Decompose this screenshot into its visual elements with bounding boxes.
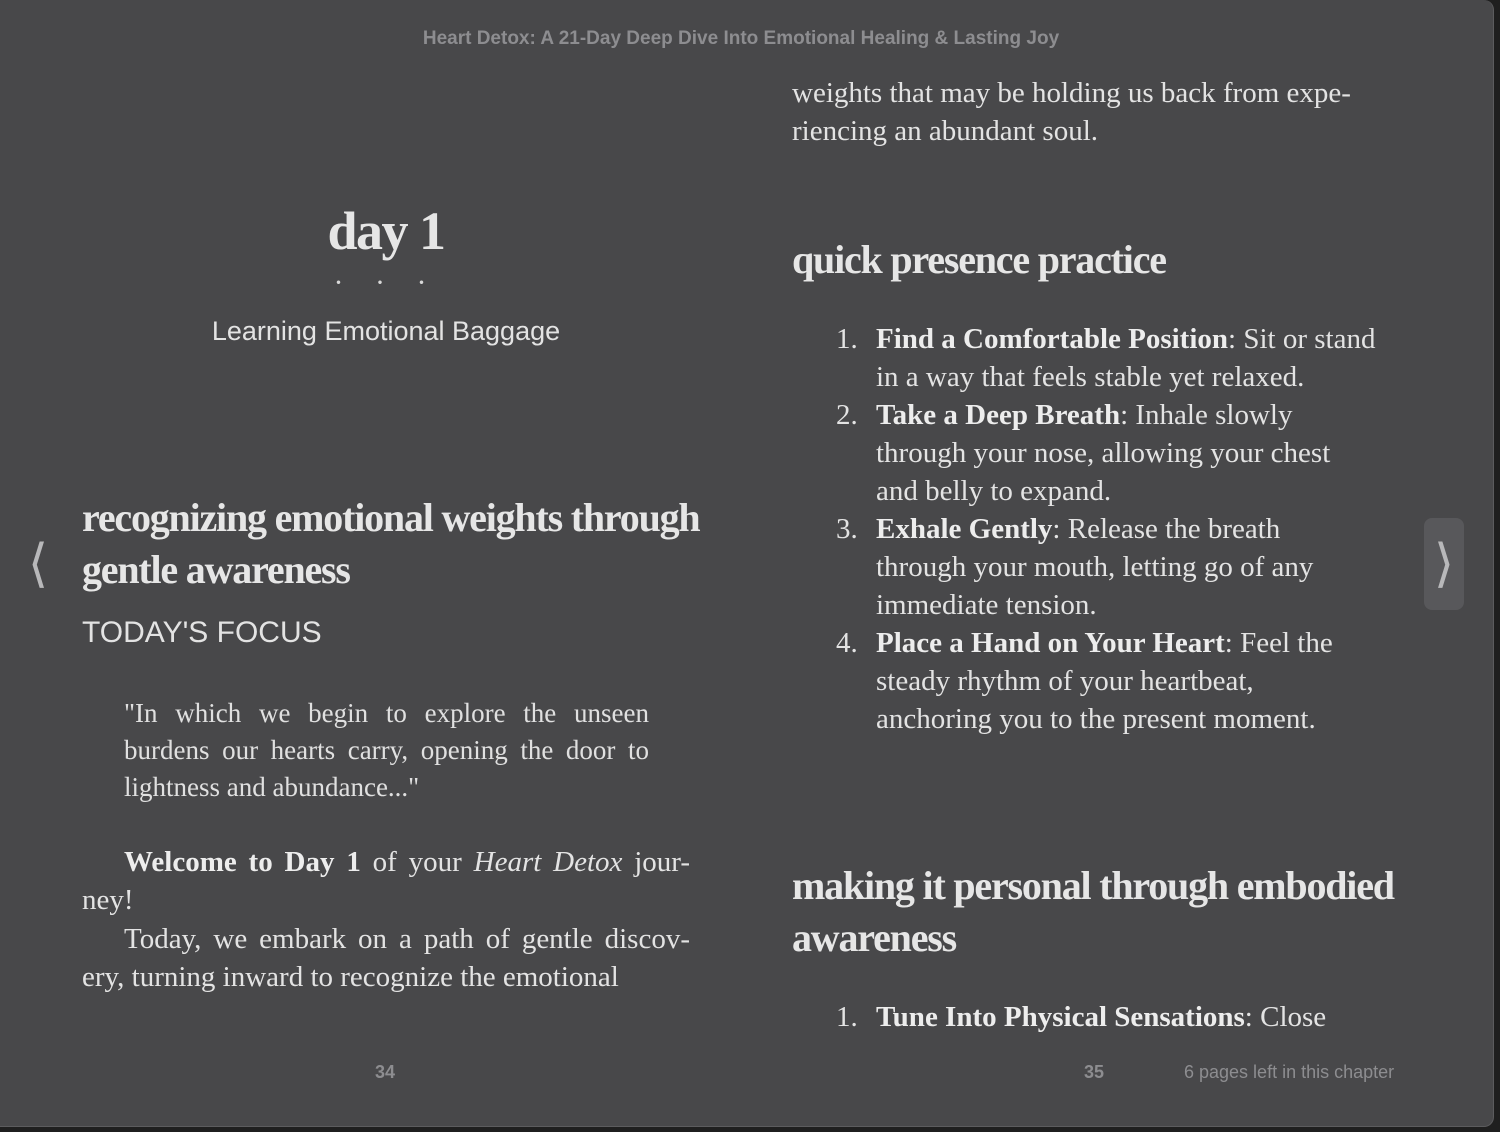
book-name-italic: Heart Detox <box>473 846 623 878</box>
presence-steps-list <box>836 320 1376 738</box>
section-heading: recognizing emotional weights through gentle awareness <box>82 495 700 592</box>
step-text: : Sit or stand in a way that feels stable yet relaxed. <box>876 323 1376 393</box>
body-paragraph: Today, we embark on a path of gentle discov-ery, turning inward to recognize the emotional <box>82 923 690 993</box>
welcome-bold: Welcome to Day 1 <box>124 846 361 878</box>
step-title: Tune Into Physical Sensations <box>876 1001 1245 1033</box>
step-title: Find a Comfortable Position <box>876 323 1229 355</box>
book-title: Heart Detox: A 21-Day Deep Dive Into Emotional Healing & Lasting Joy <box>422 28 1060 49</box>
step-number: 4. <box>836 627 858 659</box>
step-number: 1. <box>836 1001 858 1033</box>
list-item <box>836 396 1376 510</box>
step-title: Take a Deep Breath <box>876 399 1121 431</box>
welcome-mid: of your <box>360 846 474 878</box>
list-item <box>836 510 1376 624</box>
day-heading: day 1 <box>327 201 445 261</box>
next-page-button[interactable] <box>1424 518 1464 610</box>
step-number: 2. <box>836 399 858 431</box>
step-title: Exhale Gently <box>876 513 1053 545</box>
focus-label: TODAY'S FOCUS <box>82 616 322 649</box>
section-heading-presence: quick presence practice <box>792 237 1166 282</box>
list-item <box>836 320 1376 396</box>
step-text: : Release the breath through your mouth, letting go of any immediate tension. <box>876 513 1314 621</box>
epigraph-quote: "In which we begin to explore the unseen burdens our hearts carry, opening the door to lightness and abundance..." <box>124 698 649 802</box>
list-item <box>836 998 1376 1036</box>
step-title: Place a Hand on Your Heart <box>876 627 1225 659</box>
personal-steps-list <box>836 998 1376 1036</box>
chapter-progress: 6 pages left in this chapter <box>1184 1062 1395 1082</box>
chapter-subtitle: Learning Emotional Baggage <box>211 316 561 346</box>
page-number-left: 34 <box>375 1062 396 1082</box>
section-heading-personal: making it personal through embodied awareness <box>792 863 1394 960</box>
welcome-paragraph <box>82 843 690 919</box>
step-number: 3. <box>836 513 858 545</box>
chevron-right-icon: ⟩ <box>1433 534 1455 594</box>
continued-paragraph: weights that may be holding us back from expe-riencing an abundant soul. <box>792 77 1351 147</box>
step-text: : Feel the steady rhythm of your heartbeat, anchoring you to the present moment. <box>876 627 1333 735</box>
step-text: : Inhale slowly through your nose, allowing your chest and belly to expand. <box>876 399 1331 507</box>
ornament-dots: · · · <box>333 266 439 299</box>
step-text: : Close <box>1244 1001 1327 1033</box>
chevron-left-icon: ⟨ <box>27 534 49 594</box>
page-number-right: 35 <box>1084 1062 1105 1082</box>
step-number: 1. <box>836 323 858 355</box>
previous-page-button[interactable] <box>16 518 60 610</box>
list-item <box>836 624 1376 738</box>
welcome-end: jour-ney! <box>82 846 690 916</box>
